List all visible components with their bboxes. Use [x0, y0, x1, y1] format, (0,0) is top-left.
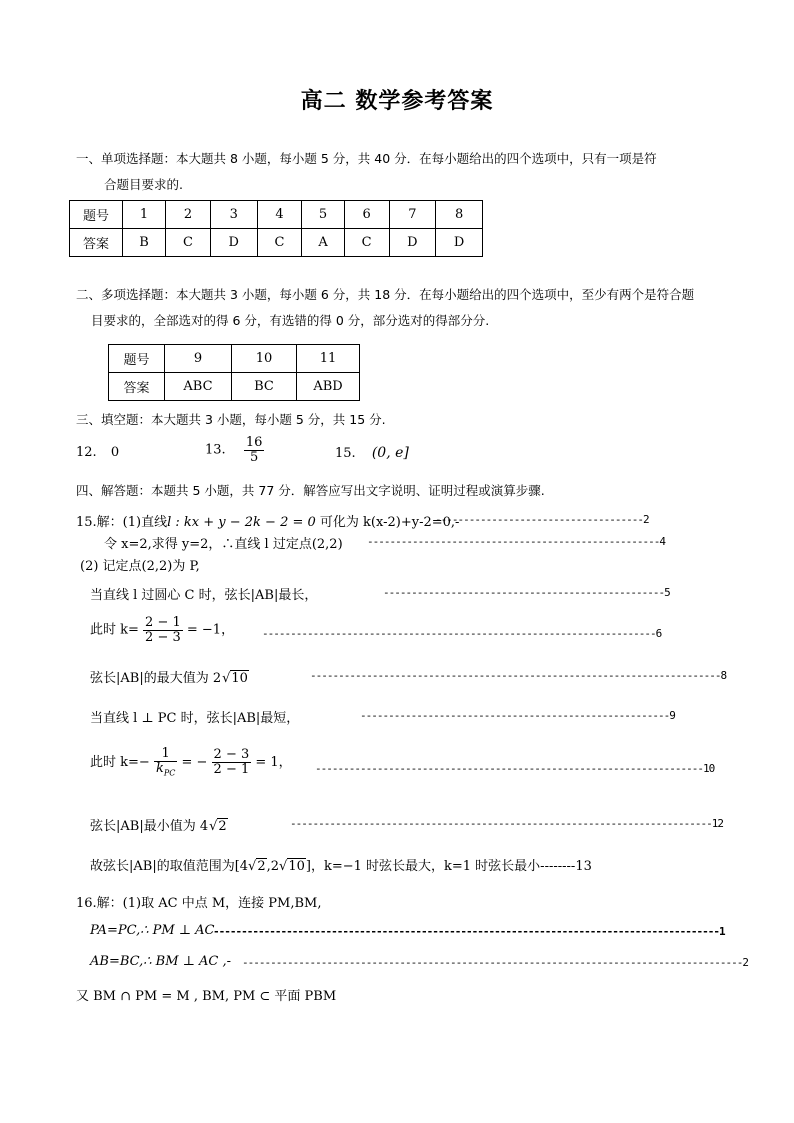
- table-cell: 3: [210, 201, 257, 229]
- text: 故弦长|AB|的取值范围为[4: [90, 859, 249, 874]
- score-dash: ------------------------------------------------------------------------------------------1: [213, 925, 725, 938]
- table-cell: 4: [257, 201, 302, 229]
- table-cell: 10: [232, 345, 297, 373]
- score-dash: -----------------------------------------------------------------------------------------2: [242, 956, 749, 969]
- p15-line9: 弦长|AB|最小值为 4√2: [90, 819, 227, 834]
- table-row: [70, 201, 483, 229]
- table-cell: ABD: [297, 373, 360, 401]
- text: 15.解：(1)直线: [76, 515, 168, 530]
- table-cell: 11: [297, 345, 360, 373]
- text: = 1，: [251, 754, 292, 770]
- denominator: 2 − 3: [145, 629, 181, 645]
- score-dash: -------------------------------------------------------------------------8: [310, 669, 727, 682]
- table-cell: 5: [302, 201, 344, 229]
- p15-line2: 令 x=2,求得 y=2，∴直线 l 过定点(2,2): [104, 537, 343, 552]
- table-cell: B: [123, 229, 166, 257]
- fill-answer-13: [205, 436, 264, 464]
- numerator: 1: [154, 747, 177, 762]
- numerator: 2 − 1: [145, 615, 181, 630]
- p15-line1: [76, 511, 459, 530]
- p15-line6: 弦长|AB|的最大值为 2√10: [90, 671, 248, 686]
- fill-answer-12: [76, 445, 119, 460]
- table-cell: D: [389, 229, 436, 257]
- score-dash: ---------------------------------------------------------------------10: [315, 762, 715, 775]
- p15-line4: 当直线 l 过圆心 C 时，弦长|AB|最长，: [90, 588, 318, 603]
- text: 可化为 k(x-2)+y-2=0,-: [315, 515, 460, 530]
- table-cell: C: [166, 229, 211, 257]
- section2-heading: 二、多项选择题：本大题共 3 小题，每小题 6 分，共 18 分．在每小题给出的四个选项中，至少有两个是符合题: [76, 287, 695, 302]
- equation: l : kx + y − 2k − 2 = 0: [167, 515, 316, 530]
- p16-line3: AB=BC,∴ BM ⊥ AC ,-: [90, 954, 231, 969]
- table-row: [109, 373, 360, 401]
- table-cell: 题号: [109, 345, 165, 373]
- p15-line5: [90, 616, 234, 644]
- radicand: 10: [288, 859, 305, 874]
- p15-line3: (2) 记定点(2,2)为 P,: [80, 559, 200, 574]
- question-number: 12.: [76, 445, 97, 460]
- table-cell: C: [344, 229, 389, 257]
- text: 弦长|AB|最小值为 4: [90, 819, 209, 834]
- section1-heading-cont: 合题目要求的.: [104, 177, 183, 192]
- p15-line8: [90, 747, 292, 778]
- text: = −1，: [182, 622, 235, 638]
- text: = −: [177, 754, 208, 770]
- answer-value: 0: [110, 445, 120, 460]
- table-cell: 答案: [109, 373, 165, 401]
- p16-line2: PA=PC,∴ PM ⊥ AC: [90, 923, 215, 938]
- answer-value: (0, e]: [371, 445, 409, 461]
- table-cell: A: [302, 229, 344, 257]
- score-dash: -------------------------------------------------------9: [360, 709, 675, 722]
- p16-line1: 16.解：(1)取 AC 中点 M，连接 PM,BM,: [76, 896, 322, 911]
- table-cell: 题号: [70, 201, 123, 229]
- table-cell: 6: [344, 201, 389, 229]
- score-dash: ----------------------------------------------------------------------6: [262, 627, 662, 640]
- text: 弦长|AB|的最大值为 2: [90, 671, 222, 686]
- table-row: [109, 345, 360, 373]
- denominator: 5: [249, 449, 259, 465]
- score-dash: --------------------------------------------------5: [383, 586, 670, 599]
- radicand: 2: [218, 819, 227, 834]
- section1-heading: 一、单项选择题：本大题共 8 小题，每小题 5 分，共 40 分．在每小题给出的四个选项中，只有一项是符: [76, 151, 657, 166]
- table-cell: 2: [166, 201, 211, 229]
- numerator: 16: [245, 435, 263, 450]
- p16-line4: 又 BM ∩ PM = M , BM, PM ⊂ 平面 PBM: [76, 989, 337, 1004]
- page-title: 高二 数学参考答案: [300, 89, 494, 114]
- answer-fraction: [244, 436, 265, 464]
- fraction: [154, 747, 177, 778]
- denominator: 2 − 1: [213, 761, 250, 777]
- subscript: PC: [163, 768, 176, 778]
- fraction: [143, 616, 183, 644]
- table-cell: 9: [165, 345, 232, 373]
- text: ,2: [266, 859, 280, 874]
- text: ]，k=−1 时弦长最大，k=1 时弦长最小--------13: [305, 859, 592, 874]
- table-cell: BC: [232, 373, 297, 401]
- table-row: [70, 229, 483, 257]
- radicand: 10: [231, 671, 248, 686]
- p15-line10: 故弦长|AB|的取值范围为[4√2,2√10]，k=−1 时弦长最大，k=1 时弦长最小--------13: [90, 859, 592, 874]
- k-symbol: k: [155, 760, 164, 776]
- question-number: 15.: [335, 446, 356, 461]
- section2-heading-cont: 目要求的，全部选对的得 6 分，有选错的得 0 分，部分选对的得部分分.: [91, 313, 490, 328]
- question-number: 13.: [205, 442, 226, 458]
- numerator: 2 − 3: [213, 747, 250, 763]
- section3-heading: 三、填空题：本大题共 3 小题，每小题 5 分，共 15 分.: [76, 412, 386, 427]
- p15-line7: 当直线 l ⊥ PC 时，弦长|AB|最短，: [90, 711, 300, 726]
- text: 此时 k=: [90, 622, 139, 638]
- table-cell: 8: [436, 201, 483, 229]
- fill-answer-15: [335, 445, 409, 461]
- fraction: [212, 748, 252, 776]
- answer-table-single: [69, 200, 483, 257]
- denominator: [154, 762, 177, 778]
- score-dash: ---------------------------------------------------------------------------12: [290, 817, 723, 830]
- answer-table-multi: [108, 344, 360, 401]
- table-cell: 答案: [70, 229, 123, 257]
- table-cell: ABC: [165, 373, 232, 401]
- table-cell: D: [436, 229, 483, 257]
- section4-heading: 四、解答题：本题共 5 小题，共 77 分．解答应写出文字说明、证明过程或演算步骤.: [76, 483, 545, 498]
- radicand: 2: [257, 859, 266, 874]
- table-cell: 7: [389, 201, 436, 229]
- score-dash: ----------------------------------------------------4: [367, 535, 665, 548]
- table-cell: C: [257, 229, 302, 257]
- score-dash: -------------------------------------2: [435, 513, 649, 526]
- table-cell: D: [210, 229, 257, 257]
- text: 此时 k=−: [90, 754, 150, 770]
- table-cell: 1: [123, 201, 166, 229]
